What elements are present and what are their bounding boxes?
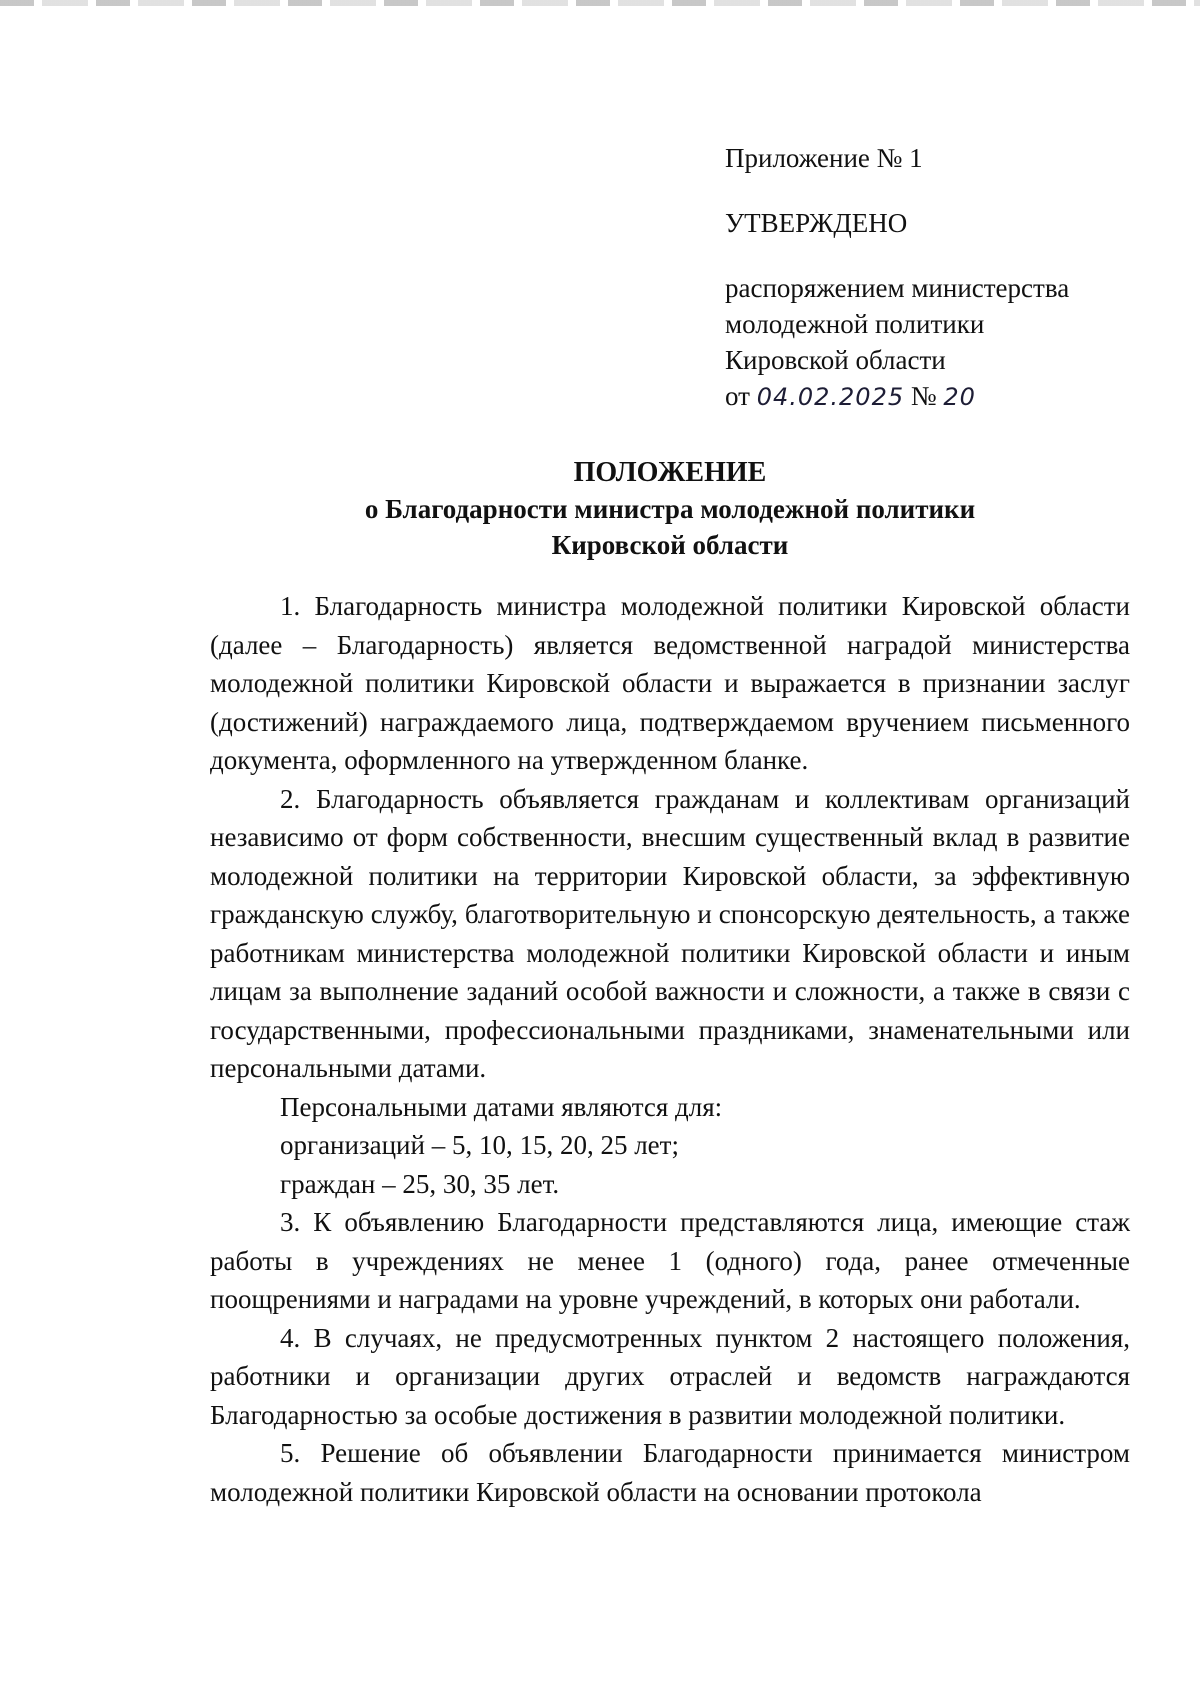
personal-dates-intro: Персональными датами являются для: <box>280 1091 723 1122</box>
handwritten-number: 20 <box>943 383 976 411</box>
paragraph-2: 2. Благодарность объявляется гражданам и коллективам организаций независимо от форм собственности, внесшим существенный вклад в развитие молодежной политики на территории Кировской области, за эффективную гражданскую службу, благотворительную и спонсорскую деятельность, а также работникам министерства молодежной политики Кировской области и иным лицам за выполнение заданий особой важности и сложности, а также в связи с государственными, профессиональными праздниками, знаменательными или персональными датами. <box>210 783 1130 1083</box>
from-label: от <box>725 381 750 411</box>
title-line-3: Кировской области <box>551 530 789 560</box>
paragraph-3: 3. К объявлению Благодарности представляются лица, имеющие стаж работы в учреждениях не менее 1 (одного) года, ранее отмеченные поощрениями и наградами на уровне учреждений, в которых они работали. <box>210 1207 1130 1314</box>
paragraph-5: 5. Решение об объявлении Благодарности принимается министром молодежной политики Кировской области на основании протокола <box>210 1438 1130 1507</box>
paragraph-1: 1. Благодарность министра молодежной политики Кировской области (далее – Благодарность) является ведомственной наградой министерства молодежной политики Кировской области и выражается в признании заслуг (достижений) награждаемого лица, подтверждаемом вручением письменного документа, оформленного на утвержденном бланке. <box>210 591 1130 775</box>
approval-line-2: молодежной политики <box>725 309 985 339</box>
appendix-number: Приложение № 1 <box>725 143 923 173</box>
title-line-2: о Благодарности министра молодежной политики <box>364 494 976 524</box>
approval-block <box>725 140 1145 415</box>
approval-line-3: Кировской области <box>725 345 946 375</box>
document-body <box>210 587 1130 1511</box>
approval-line-1: распоряжением министерства <box>725 273 1070 303</box>
personal-dates-organizations: организаций – 5, 10, 15, 20, 25 лет; <box>280 1130 679 1160</box>
approved-stamp-text: УТВЕРЖДЕНО <box>725 208 908 238</box>
document-title <box>210 455 1130 563</box>
approval-date-line <box>725 378 1145 415</box>
scan-top-edge <box>0 0 1200 6</box>
paragraph-4: 4. В случаях, не предусмотренных пунктом 2 настоящего положения, работники и организации других отраслей и ведомств награждаются Благодарностью за особые достижения в развитии молодежной политики. <box>210 1322 1130 1430</box>
personal-dates-citizens: граждан – 25, 30, 35 лет. <box>280 1168 560 1199</box>
handwritten-date: 04.02.2025 <box>756 383 905 411</box>
title-main: ПОЛОЖЕНИЕ <box>573 457 767 488</box>
number-label: № <box>910 381 937 411</box>
